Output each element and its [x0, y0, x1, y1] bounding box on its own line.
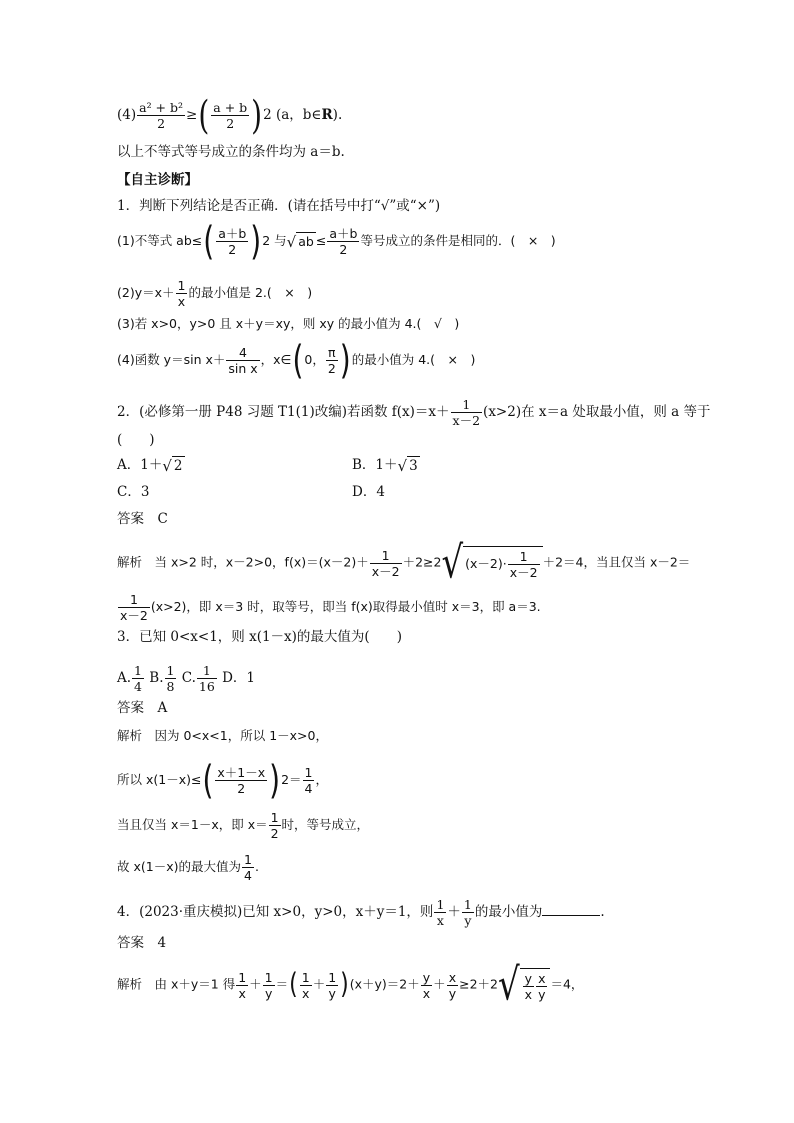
- denominator: x: [524, 987, 533, 1002]
- right-paren: ): [251, 91, 263, 138]
- fraction: [327, 226, 359, 257]
- fraction: [137, 100, 185, 131]
- q3-solution-line-3: [117, 810, 369, 841]
- q3-stem: 3．已知 0<x<1，则 x(1－x)的最大值为( ): [117, 629, 402, 645]
- plus-sign: ＋: [447, 904, 461, 920]
- numerator: a² + b²: [139, 100, 184, 115]
- fraction: [176, 278, 188, 309]
- fraction: [269, 810, 281, 841]
- option-a-label: A.: [117, 670, 132, 686]
- numerator: 1: [436, 897, 445, 912]
- fraction: [326, 970, 338, 1001]
- denominator: x－2: [452, 413, 481, 428]
- fraction: [226, 345, 259, 376]
- denominator: 4: [134, 679, 142, 694]
- condition-text: 2 (a，b∈: [263, 107, 322, 123]
- numerator: 1: [238, 969, 247, 985]
- left-paren: (: [202, 756, 214, 803]
- q3-solution-line-4: [117, 852, 259, 883]
- option-c-fraction: [197, 663, 217, 694]
- left-paren: (: [198, 91, 210, 138]
- solution-text: ≥2＋2: [459, 976, 498, 992]
- square-root: √ 2: [162, 456, 183, 475]
- denominator: 2: [157, 116, 166, 131]
- numerator: a＋b: [218, 226, 247, 241]
- q1-statement-4: [117, 336, 476, 383]
- fraction: [303, 765, 315, 796]
- statement-text: ，x∈: [260, 352, 292, 367]
- option-d: D．4: [352, 484, 385, 500]
- square-root: √ $\frac{y}{x}$ $\frac{x}{y}$: [498, 968, 550, 1002]
- solution-text: ＝4，: [550, 976, 584, 992]
- numerator: a＋b: [329, 226, 358, 241]
- q2-stem: [117, 397, 710, 428]
- numerator: 1: [328, 969, 337, 985]
- statement-text: (2)y＝x＋: [117, 285, 175, 300]
- option-c-label: C.: [181, 670, 196, 686]
- statement-text: (1)不等式 ab≤: [117, 233, 203, 248]
- solution-text: 解析 由 x＋y＝1 得: [117, 976, 236, 992]
- equality-note: 以上不等式等号成立的条件均为 a＝b.: [117, 144, 345, 160]
- denominator: x－2: [371, 563, 400, 579]
- denominator: y: [464, 913, 472, 928]
- left-paren: (: [203, 217, 215, 264]
- fraction: [451, 397, 483, 428]
- fraction: [215, 765, 267, 796]
- stem-text: (x>2)在 x＝a 处取最小值，则 a 等于: [483, 404, 711, 420]
- radicand: 2: [173, 458, 183, 474]
- statement-text: 等号成立的条件是相同的．( × ): [360, 233, 556, 248]
- q3-solution-line-2: [117, 756, 328, 803]
- q1-statement-1: [117, 217, 556, 264]
- fraction: [326, 345, 338, 376]
- numerator: 1: [270, 810, 279, 825]
- fraction: [523, 971, 534, 1002]
- statement-text: 的最小值是 2.( × ): [188, 285, 313, 300]
- denominator: y: [264, 985, 273, 1001]
- denominator: x: [436, 913, 444, 928]
- option-a: [117, 456, 185, 475]
- denominator: 2: [226, 116, 235, 131]
- solution-text: 2＝: [281, 772, 302, 787]
- numerator: x: [448, 969, 457, 985]
- denominator: 2: [327, 361, 336, 376]
- option-b-label: B.: [149, 670, 164, 686]
- denominator: x－2: [120, 608, 148, 623]
- numerator: y: [524, 971, 533, 986]
- q1-stem: 1．判断下列结论是否正确．(请在括号中打“√”或“×”): [117, 198, 441, 214]
- option-c: C．3: [117, 484, 150, 500]
- option-label: B．1＋: [352, 457, 398, 473]
- numerator: 1: [264, 969, 273, 985]
- right-paren: ): [269, 756, 281, 803]
- q3-options: [117, 663, 255, 694]
- numerator: 1: [166, 663, 175, 678]
- denominator: 2: [339, 242, 348, 257]
- q3-solution-line-1: 解析 因为 0<x<1，所以 1－x>0，: [117, 728, 328, 743]
- solution-text: 时，等号成立，: [281, 817, 370, 832]
- square-root: √ 3: [397, 456, 418, 475]
- square-root: √ ab: [286, 232, 314, 251]
- q2-solution-line-2: [117, 592, 541, 623]
- fraction: [242, 852, 254, 883]
- fraction: [211, 100, 249, 131]
- denominator: 16: [198, 679, 215, 694]
- item-label: (4): [117, 107, 137, 123]
- numerator: π: [326, 345, 338, 361]
- q3-answer: 答案 A: [117, 700, 168, 716]
- stem-text: 的最小值为: [474, 904, 543, 920]
- fraction: [236, 970, 248, 1001]
- numerator: 1: [304, 765, 313, 780]
- plus-sign: ＋: [433, 976, 446, 992]
- numerator: 1: [134, 663, 142, 678]
- statement-text: (4)函数 y＝sin x＋: [117, 352, 226, 367]
- solution-text: (x>2)，即 x＝3 时，取等号，即当 f(x)取得最小值时 x＝3，即 a＝3.: [150, 599, 541, 614]
- left-paren: (: [289, 968, 298, 1001]
- fraction: [508, 549, 540, 580]
- solution-text: ，: [315, 772, 328, 787]
- numerator: 1: [451, 397, 483, 413]
- plus-sign: ＋: [249, 976, 262, 992]
- option-a-fraction: [132, 663, 144, 694]
- fraction: [118, 592, 150, 623]
- option-b: [352, 456, 420, 475]
- denominator: x: [238, 985, 246, 1001]
- reals-symbol: R: [321, 107, 333, 123]
- q2-solution-line-1: [117, 537, 691, 589]
- fraction: [216, 226, 248, 257]
- right-paren: ): [340, 968, 349, 1001]
- solution-text: 所以 x(1－x)≤: [117, 772, 202, 787]
- left-paren: (: [292, 336, 304, 383]
- right-paren: ): [339, 336, 351, 383]
- equals-sign: ＝: [275, 976, 289, 992]
- q1-statement-3: (3)若 x>0，y>0 且 x＋y＝xy，则 xy 的最小值为 4.( √ ): [117, 316, 460, 331]
- option-label: A．1＋: [117, 457, 163, 473]
- denominator: y: [448, 985, 457, 1001]
- relation-sign: ≤: [315, 233, 327, 248]
- numerator: y: [422, 969, 431, 985]
- option-d: D．1: [222, 670, 256, 686]
- numerator: a + b: [213, 100, 248, 115]
- denominator: sin x: [228, 361, 258, 376]
- numerator: 1: [177, 278, 186, 293]
- fraction: [536, 971, 547, 1002]
- fraction: [447, 970, 458, 1001]
- solution-text: .: [254, 859, 259, 874]
- radicand: ab: [298, 234, 314, 249]
- numerator: 1: [370, 548, 402, 564]
- interval-start: 0，: [304, 352, 325, 367]
- answer-paren: ( ): [117, 432, 155, 448]
- stem-end: .: [600, 904, 605, 920]
- solution-text: ＋2≥2: [402, 554, 442, 570]
- solution-text: ＋2＝4，当且仅当 x－2＝: [542, 554, 691, 570]
- fraction: [370, 548, 402, 579]
- denominator: 2: [270, 826, 279, 841]
- relation-sign: ≥: [186, 107, 198, 123]
- stem-text: 2．(必修第一册 P48 习题 T1(1)改编)若函数 f(x)＝x＋: [117, 404, 450, 420]
- radicand: 3: [409, 458, 418, 474]
- option-b-fraction: [165, 663, 177, 694]
- fraction: [462, 897, 474, 928]
- solution-text: (x＋y)＝2＋: [349, 976, 420, 992]
- denominator: y: [328, 985, 336, 1001]
- denominator: x: [422, 985, 431, 1001]
- fraction: [263, 970, 275, 1001]
- denominator: 4: [304, 781, 313, 796]
- denominator: 4: [243, 868, 252, 883]
- answer-blank[interactable]: [542, 903, 600, 916]
- denominator: x: [177, 294, 186, 309]
- condition-end: ).: [332, 107, 343, 123]
- denominator: 2: [228, 242, 237, 257]
- radicand-text: (x－2)·: [465, 556, 507, 571]
- denominator: x: [302, 985, 310, 1001]
- solution-text: 解析 当 x>2 时，x－2>0，f(x)＝(x－2)＋: [117, 554, 369, 570]
- solution-text: 当且仅当 x＝1－x，即 x＝: [117, 817, 268, 832]
- section-heading: 【自主诊断】: [117, 172, 198, 188]
- numerator: x: [538, 971, 546, 986]
- numerator: 1: [243, 852, 252, 867]
- denominator: 2: [237, 781, 246, 796]
- fraction: [300, 970, 312, 1001]
- numerator: 1: [301, 969, 310, 985]
- denominator: 8: [166, 679, 175, 694]
- numerator: 1: [118, 592, 150, 608]
- q1-statement-2: [117, 278, 312, 309]
- statement-text: 的最小值为 4.( × ): [351, 352, 476, 367]
- right-paren: ): [250, 217, 262, 264]
- inequality-4: [117, 91, 343, 138]
- numerator: 1: [463, 897, 472, 912]
- q4-solution: [117, 959, 584, 1011]
- numerator: x＋1－x: [217, 765, 266, 780]
- plus-sign: ＋: [312, 976, 326, 992]
- solution-text: 故 x(1－x)的最大值为: [117, 859, 241, 874]
- stem-text: 4．(2023·重庆模拟)已知 x>0，y>0，x＋y＝1，则: [117, 904, 434, 920]
- q2-answer: 答案 C: [117, 511, 168, 527]
- numerator: 1: [197, 663, 217, 679]
- statement-text: 2 与: [262, 233, 287, 248]
- denominator: x－2: [509, 565, 538, 580]
- q4-answer: 答案 4: [117, 935, 167, 951]
- denominator: y: [538, 987, 546, 1002]
- square-root: √ (x－2)· $\frac{1}{x-2}$: [441, 546, 542, 580]
- fraction: [434, 897, 446, 928]
- fraction: [421, 970, 432, 1001]
- numerator: 1: [508, 549, 540, 565]
- q4-stem: [117, 897, 605, 928]
- numerator: 4: [226, 345, 259, 361]
